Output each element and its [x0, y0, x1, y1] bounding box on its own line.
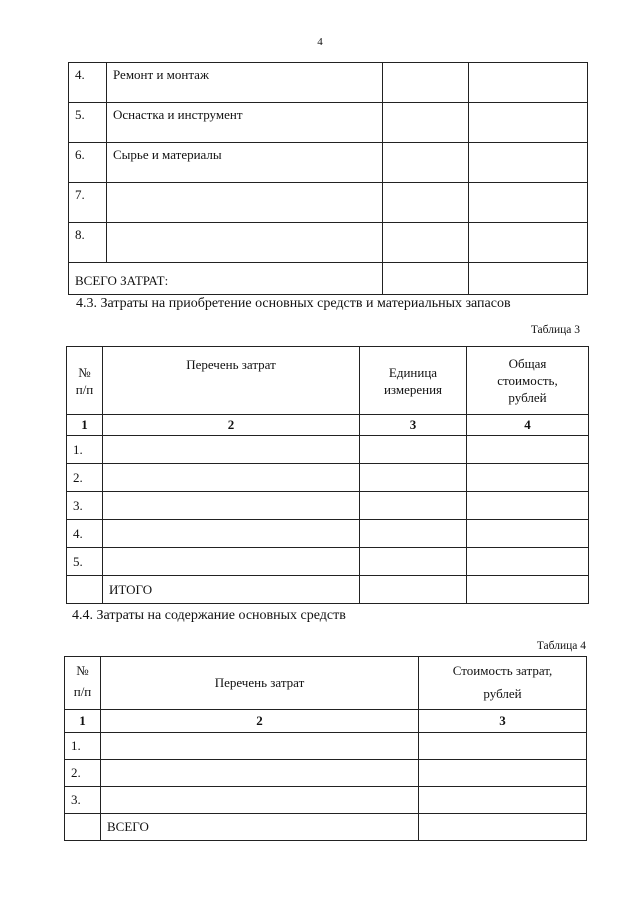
empty-cell	[383, 263, 469, 295]
empty-cell	[360, 492, 467, 520]
row-number: 5.	[67, 548, 103, 576]
table-caption-3: Таблица 3	[530, 324, 580, 336]
empty-cell	[103, 436, 360, 464]
empty-cell	[469, 263, 588, 295]
section-heading-4-4: 4.4. Затраты на содержание основных средств	[72, 608, 346, 623]
row-number: 2.	[65, 760, 101, 787]
total-row	[69, 263, 588, 295]
header-number: № п/п	[65, 657, 101, 710]
empty-cell	[469, 103, 588, 143]
empty-cell	[383, 143, 469, 183]
empty-cell	[360, 520, 467, 548]
row-number: 7.	[69, 183, 107, 223]
header-cost-list: Перечень затрат	[103, 347, 360, 415]
table-row	[69, 143, 588, 183]
index-cell: 3	[419, 710, 587, 733]
table-row	[65, 787, 587, 814]
row-name: Сырье и материалы	[107, 143, 383, 183]
row-number: 4.	[67, 520, 103, 548]
table-row	[65, 733, 587, 760]
index-cell: 2	[101, 710, 419, 733]
empty-cell	[101, 733, 419, 760]
row-number: 3.	[65, 787, 101, 814]
empty-cell	[65, 814, 101, 841]
empty-cell	[103, 520, 360, 548]
empty-cell	[467, 436, 589, 464]
table-row	[67, 436, 589, 464]
empty-cell	[103, 548, 360, 576]
empty-cell	[103, 492, 360, 520]
empty-cell	[383, 63, 469, 103]
empty-cell	[419, 787, 587, 814]
empty-cell	[383, 183, 469, 223]
header-cost-list: Перечень затрат	[101, 657, 419, 710]
row-name: Оснастка и инструмент	[107, 103, 383, 143]
row-name	[107, 223, 383, 263]
empty-cell	[383, 223, 469, 263]
table-header	[67, 347, 589, 415]
index-cell: 3	[360, 415, 467, 436]
table-header	[65, 657, 587, 710]
index-cell: 1	[65, 710, 101, 733]
header-cost: Стоимость затрат, рублей	[419, 657, 587, 710]
total-row	[67, 576, 589, 604]
empty-cell	[360, 436, 467, 464]
header-unit: Единица измерения	[360, 347, 467, 415]
table-row	[65, 760, 587, 787]
empty-cell	[469, 143, 588, 183]
row-number: 2.	[67, 464, 103, 492]
column-index-row	[67, 415, 589, 436]
row-number: 4.	[69, 63, 107, 103]
section-heading-4-3: 4.3. Затраты на приобретение основных средств и материальных запасов	[76, 296, 511, 311]
row-number: 8.	[69, 223, 107, 263]
empty-cell	[360, 464, 467, 492]
empty-cell	[469, 63, 588, 103]
empty-cell	[467, 464, 589, 492]
table-row	[69, 63, 588, 103]
maintenance-table	[64, 656, 587, 841]
row-name	[107, 183, 383, 223]
index-cell: 1	[67, 415, 103, 436]
row-number: 1.	[65, 733, 101, 760]
empty-cell	[360, 576, 467, 604]
empty-cell	[467, 492, 589, 520]
empty-cell	[419, 760, 587, 787]
row-number: 6.	[69, 143, 107, 183]
total-label: ВСЕГО ЗАТРАТ:	[69, 263, 383, 295]
row-name: Ремонт и монтаж	[107, 63, 383, 103]
table-row	[69, 183, 588, 223]
header-number: № п/п	[67, 347, 103, 415]
empty-cell	[469, 183, 588, 223]
table-row	[67, 464, 589, 492]
empty-cell	[383, 103, 469, 143]
row-number: 1.	[67, 436, 103, 464]
table-row	[67, 548, 589, 576]
column-index-row	[65, 710, 587, 733]
table-row	[69, 103, 588, 143]
empty-cell	[360, 548, 467, 576]
empty-cell	[469, 223, 588, 263]
empty-cell	[419, 733, 587, 760]
total-label: ВСЕГО	[101, 814, 419, 841]
fixed-assets-table	[66, 346, 589, 604]
table-row	[67, 492, 589, 520]
index-cell: 2	[103, 415, 360, 436]
table-caption-4: Таблица 4	[536, 640, 586, 652]
row-number: 5.	[69, 103, 107, 143]
page-number: 4	[317, 36, 323, 48]
costs-table-continued	[68, 62, 588, 295]
index-cell: 4	[467, 415, 589, 436]
empty-cell	[103, 464, 360, 492]
empty-cell	[67, 576, 103, 604]
empty-cell	[419, 814, 587, 841]
header-total-cost: Общая стоимость, рублей	[467, 347, 589, 415]
total-label: ИТОГО	[103, 576, 360, 604]
table-row	[69, 223, 588, 263]
empty-cell	[101, 787, 419, 814]
empty-cell	[101, 760, 419, 787]
row-number: 3.	[67, 492, 103, 520]
empty-cell	[467, 520, 589, 548]
empty-cell	[467, 548, 589, 576]
total-row	[65, 814, 587, 841]
empty-cell	[467, 576, 589, 604]
table-row	[67, 520, 589, 548]
